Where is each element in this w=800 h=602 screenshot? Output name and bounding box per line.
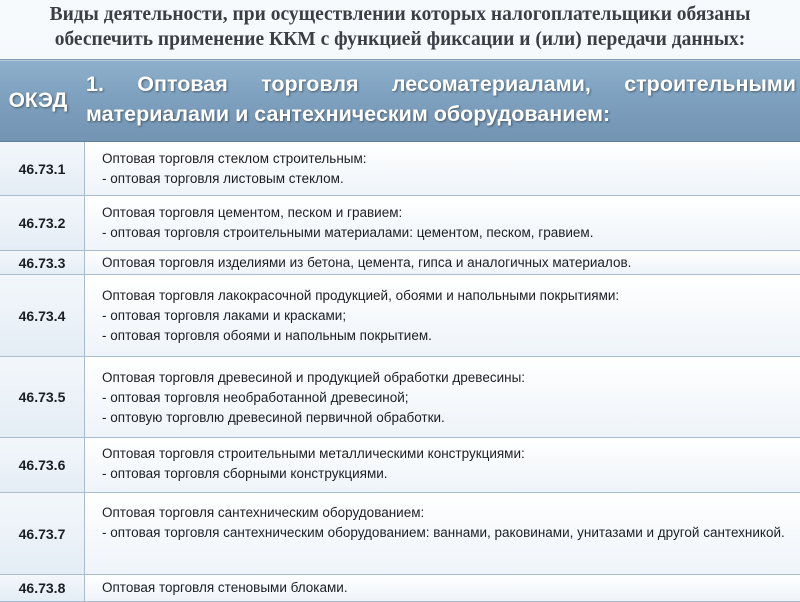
table-header xyxy=(0,60,800,142)
row-description xyxy=(102,286,794,346)
row-line: - оптовая торговля листовым стеклом. xyxy=(102,171,344,186)
row-code: 46.73.4 xyxy=(0,275,85,356)
row-description xyxy=(102,368,794,428)
section-heading: 1. Оптовая торговля лесоматериалами, строительными материалами и сантехническим оборудованием: xyxy=(86,72,796,126)
row-code: 46.73.1 xyxy=(0,142,85,195)
table-row xyxy=(0,575,800,602)
row-line: - оптовая торговля обоями и напольным покрытием. xyxy=(102,328,432,343)
activity-table xyxy=(0,59,800,602)
row-description xyxy=(102,149,794,189)
row-line: Оптовая торговля лакокрасочной продукцией, обоями и напольными покрытиями: xyxy=(102,288,620,303)
row-line: Оптовая торговля древесиной и продукцией обработки древесины: xyxy=(102,370,526,385)
row-line: - оптовая торговля необработанной древесиной; xyxy=(102,390,409,405)
row-code: 46.73.2 xyxy=(0,196,85,250)
table-row xyxy=(0,196,800,251)
page-title-line-2: обеспечить применение ККМ с функцией фиксации и (или) передачи данных: xyxy=(54,29,746,50)
table-row xyxy=(0,438,800,493)
row-line: - оптовая торговля сборными конструкциями. xyxy=(102,466,388,481)
row-code: 46.73.8 xyxy=(0,575,85,601)
table-row xyxy=(0,357,800,438)
row-code: 46.73.7 xyxy=(0,493,85,574)
row-code: 46.73.3 xyxy=(0,251,85,274)
page-title xyxy=(0,2,800,52)
row-code: 46.73.5 xyxy=(0,357,85,437)
table-row xyxy=(0,251,800,275)
row-line: - оптовую торговлю древесиной первичной обработки. xyxy=(102,410,445,425)
page-title-line-1: Виды деятельности, при осуществлении которых налогоплательщики обязаны xyxy=(49,4,751,25)
row-line: - оптовая торговля лаками и красками; xyxy=(102,308,347,323)
table-row xyxy=(0,275,800,357)
row-line: Оптовая торговля цементом, песком и гравием: xyxy=(102,205,403,220)
row-description xyxy=(102,503,794,543)
row-description xyxy=(102,253,794,273)
row-line: Оптовая торговля стеновыми блоками. xyxy=(102,580,348,595)
table-row xyxy=(0,142,800,196)
table-row xyxy=(0,493,800,575)
row-line: - оптовая торговля сантехническим оборудованием: ваннами, раковинами, унитазами и другой сантехникой. xyxy=(102,525,785,540)
row-description xyxy=(102,444,794,484)
row-code: 46.73.6 xyxy=(0,438,85,492)
okved-column-header: ОКЭД xyxy=(8,88,68,112)
row-line: Оптовая торговля стеклом строительным: xyxy=(102,151,367,166)
row-line: Оптовая торговля сантехническим оборудованием: xyxy=(102,505,425,520)
row-description xyxy=(102,203,794,243)
row-description xyxy=(102,578,794,598)
row-line: Оптовая торговля изделиями из бетона, цемента, гипса и аналогичных материалов. xyxy=(102,255,632,270)
row-line: Оптовая торговля строительными металлическими конструкциями: xyxy=(102,446,525,461)
row-line: - оптовая торговля строительными материалами: цементом, песком, гравием. xyxy=(102,225,594,240)
